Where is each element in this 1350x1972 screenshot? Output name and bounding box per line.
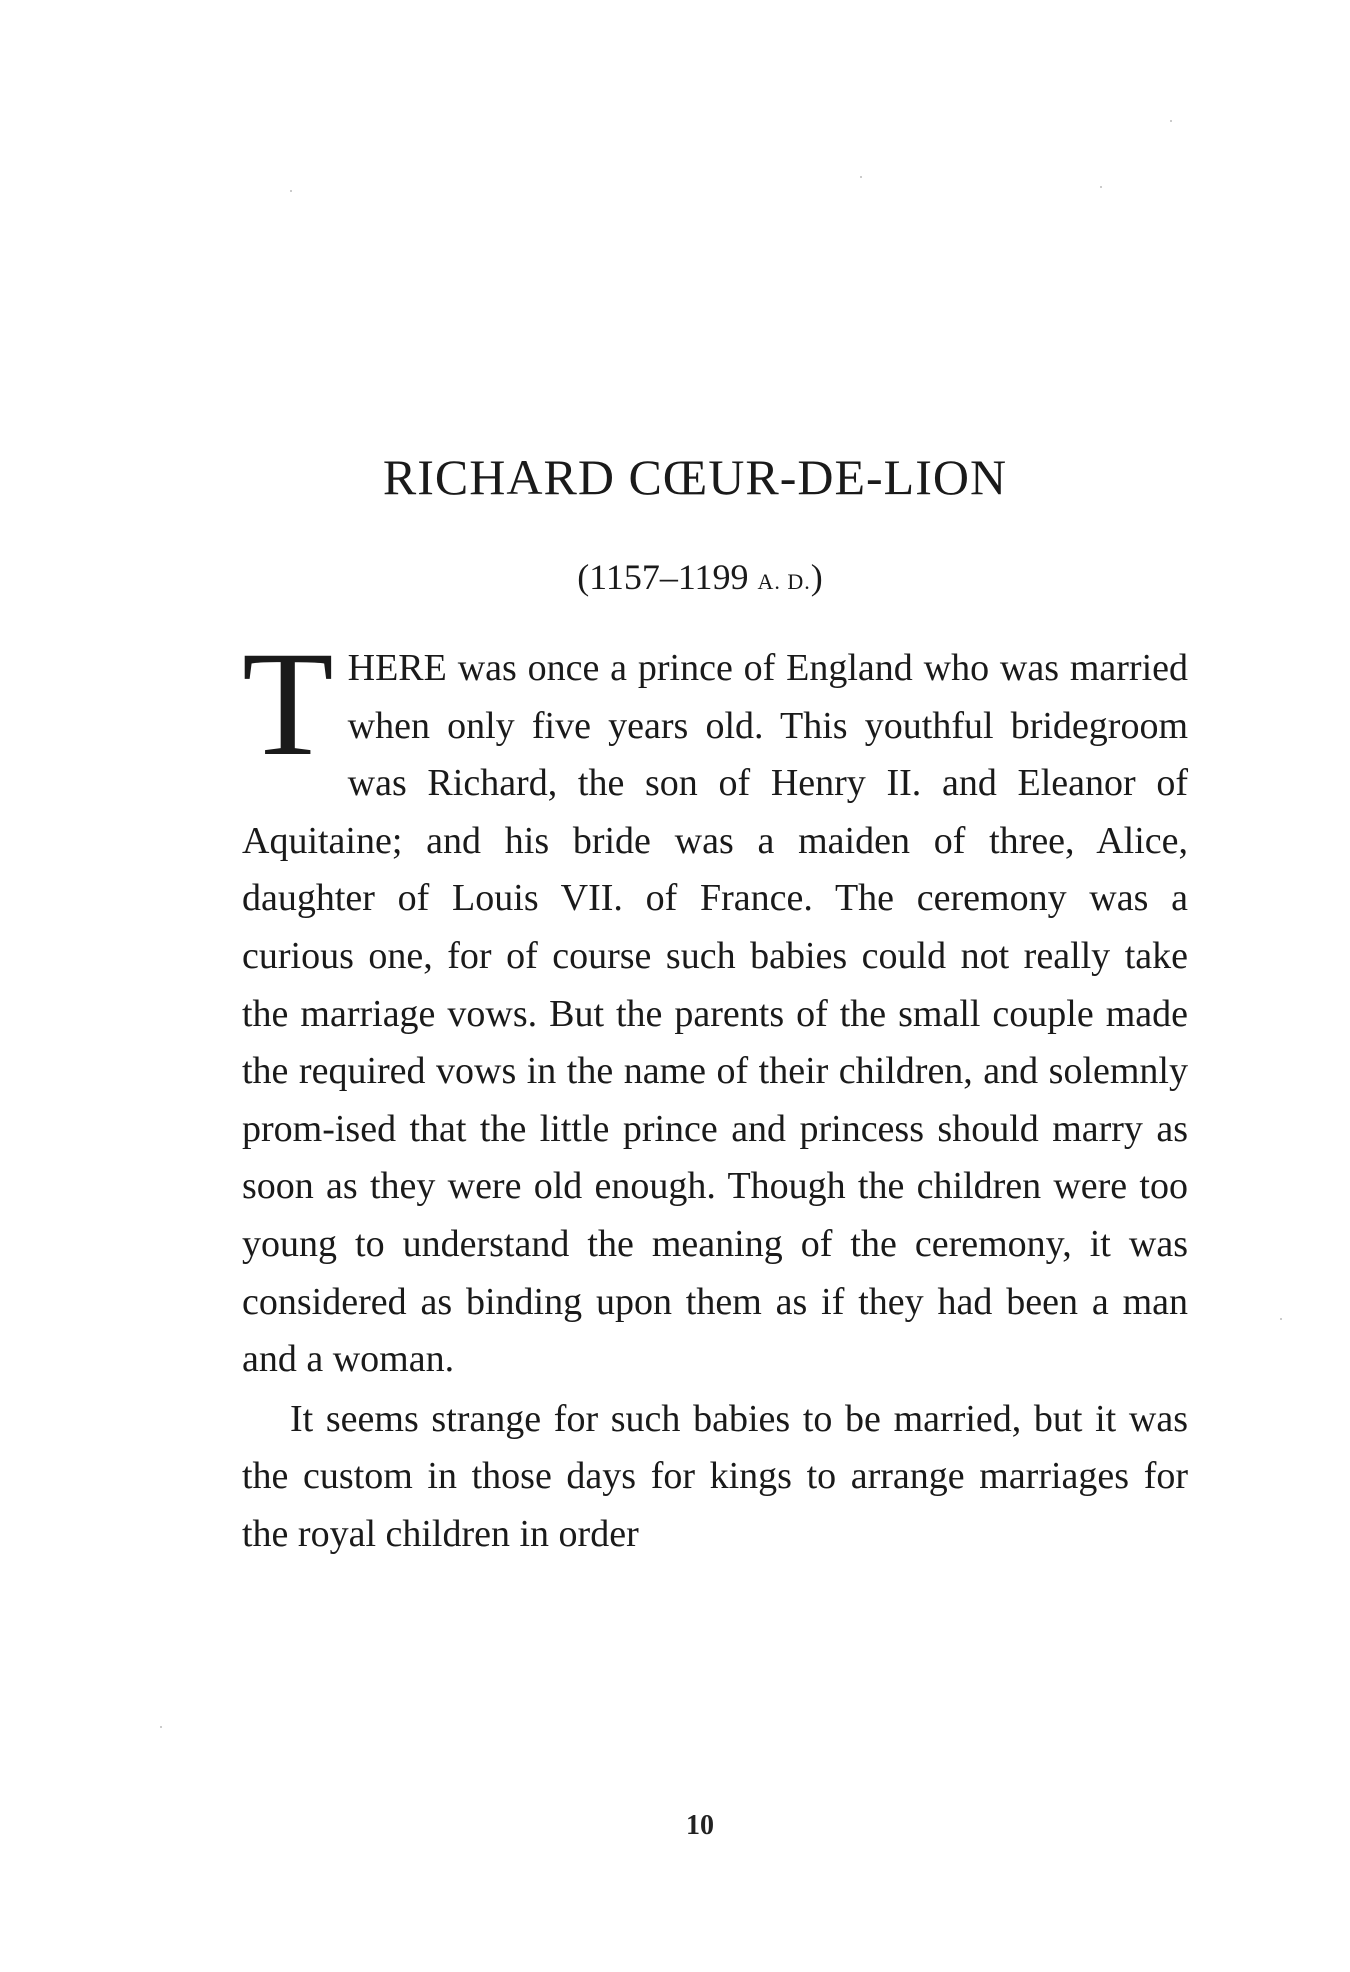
- chapter-dates: [0, 556, 1350, 598]
- chapter-title: RICHARD CŒUR-DE-LION: [382, 449, 1008, 505]
- paper-speck: [290, 190, 292, 192]
- paragraph-2: It seems strange for such babies to be married, but it was the custom in those days for kings to arrange marriages for the royal children in order: [242, 1397, 1188, 1555]
- drop-cap: T: [242, 621, 334, 787]
- chapter-dates-era: A. D.: [757, 569, 811, 594]
- chapter-dates-close: ): [810, 557, 823, 597]
- paragraph-1-text: HERE was once a prince of England who was married when only five years old. This youthful bridegroom was Richard, the son of Henry II. and Eleanor of Aquitaine; and his bride was a maiden of three, Alice, daughter of Louis VII. of France. The ceremony was a curious one, for of course such babies could not really take the marriage vows. But the parents of the small couple made the required vows in the name of their children, and solemnly prom-ised that the little prince and princess should marry as soon as they were old enough. Though the children were too young to understand the meaning of the ceremony, it was considered as binding upon them as if they had been a man and a woman.: [242, 647, 1188, 1381]
- paragraph-1: [242, 621, 1188, 1389]
- paper-speck: [160, 1726, 162, 1728]
- paper-speck: [1280, 1318, 1282, 1320]
- paper-speck: [1100, 186, 1102, 188]
- page-number: 10: [686, 1810, 714, 1841]
- paper-speck: [1170, 120, 1172, 122]
- paper-speck: [860, 176, 862, 178]
- chapter-dates-years: (1157–1199: [577, 557, 749, 597]
- body-text: [242, 621, 1188, 1564]
